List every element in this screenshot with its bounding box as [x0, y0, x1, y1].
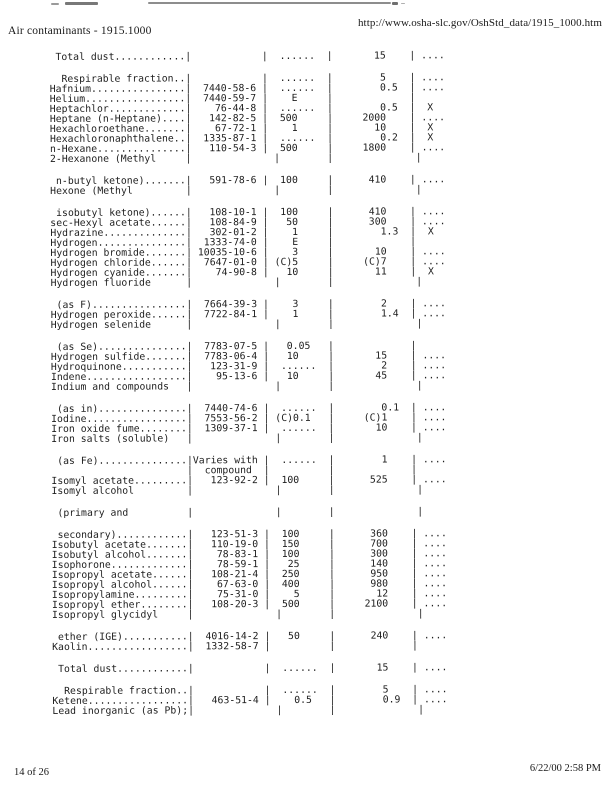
table-row: Isobutyl acetate.......| 110-19-0 | 150 | 700 | ....: [51, 538, 453, 551]
table-section: [52, 663, 453, 675]
table-row: Iron salts (soluble) | | | |: [51, 432, 453, 445]
table-row: n-Hexane...............| 110-54-3 | 500 | 1800 | ....: [49, 142, 452, 156]
table-row: Total dust............| | ...... | 15 | ....: [52, 662, 454, 675]
table-section: [52, 529, 453, 621]
table-section: [52, 685, 453, 717]
table-row: isobutyl ketone)......| 108-10-1 | 100 | 410 | ....: [50, 206, 452, 220]
table-row: Hexone (Methyl | | | |: [50, 184, 452, 198]
contaminants-table: [50, 51, 454, 717]
table-row: Isopropyl acetate......| 108-21-4 | 250 | 950 | ....: [51, 568, 453, 581]
table-row: Isomyl alcohol | | | |: [51, 484, 453, 497]
table-row: Isophorone.............| 78-59-1 | 25 | 140 | ....: [51, 558, 453, 571]
table-row: Heptachlor.............| 76-44-8 | ...... | 0.5 | X: [49, 102, 451, 116]
table-row: Isopropyl glycidyl | | | |: [51, 608, 454, 621]
table-row: secondary)............| 123-51-3 | 100 | 360 | ....: [51, 528, 453, 541]
table-row: 2-Hexanone (Methyl | | | |: [49, 152, 452, 166]
footer-timestamp: 6/22/00 2:58 PM: [529, 763, 601, 774]
table-row: Hexachloronaphthalene..| 1335-87-1 | ...... | 0.2 | X: [49, 132, 452, 146]
table-section: [52, 507, 453, 519]
table-row: n-butyl ketone).......| 591-78-6 | 100 | 410 | ....: [50, 174, 452, 188]
table-section: [50, 73, 451, 165]
table-section: [51, 341, 452, 393]
header-title: Air contaminants - 1915.1000: [8, 25, 152, 37]
table-section: [51, 455, 452, 497]
table-row: Indium and compounds | | | |: [50, 380, 453, 393]
table-row: Total dust............| | ...... | 15 | ....: [49, 50, 451, 64]
table-row: Hydrogen bromide.......| 10035-10-6 | 3 | 10 | ....: [50, 246, 452, 260]
scan-artifact: [401, 3, 405, 4]
table-row: Isobutyl alcohol.......| 78-83-1 | 100 | 300 | ....: [51, 548, 453, 561]
table-row: Heptane (n-Heptane)....| 142-82-5 | 500 | 2000 | ....: [49, 112, 451, 126]
scan-artifact: [148, 2, 391, 4]
table-section: [52, 631, 453, 653]
table-row: Helium.................| 7440-59-7 | E | |: [49, 92, 451, 106]
table-row: (as Se)...............| 7783-07-5 | 0.05 | |: [50, 340, 452, 354]
table-row: (as Fe)...............|Varies with | ...... | 1 | ....: [51, 454, 453, 467]
table-row: Iodine.................| 7553-56-2 | (C)0.1 | (C)1 | ....: [51, 412, 453, 425]
table-row: Ketene.................| 463-51-4 | 0.5 | 0.9 | ....: [52, 694, 454, 707]
table-row: Hydrazine..............| 302-01-2 | 1 | 1.3 | X: [50, 226, 452, 240]
footer-page-number: 14 of 26: [14, 767, 49, 778]
table-row: Kaolin.................| 1332-58-7 | | |: [52, 640, 454, 653]
table-section: [51, 403, 452, 445]
table-row: Hydrogen chloride......| 7647-01-0 | (C)5 | (C)7 | ....: [50, 256, 452, 270]
table-row: Iron oxide fume........| 1309-37-1 | ...... | 10 | ....: [51, 422, 453, 435]
table-row: Hafnium................| 7440-58-6 | ...... | 0.5 | ....: [49, 82, 451, 96]
table-row: Hydrogen cyanide.......| 74-90-8 | 10 | 11 | X: [50, 266, 452, 280]
table-row: Hydrogen selenide | | | |: [50, 318, 452, 332]
table-row: Hydrogen peroxide......| 7722-84-1 | 1 | 1.4 | ....: [50, 308, 452, 322]
table-row: Hydrogen...............| 1333-74-0 | E | |: [50, 236, 452, 250]
table-section: [51, 299, 452, 331]
table-row: | compound | | |: [51, 464, 453, 477]
table-row: Hydrogen sulfide.......| 7783-06-4 | 10 | 15 | ....: [50, 350, 452, 364]
table-row: Hydrogen fluoride | | | |: [50, 276, 452, 290]
scan-artifact: [65, 2, 98, 5]
table-row: Indene.................| 95-13-6 | 10 | 45 | ....: [50, 370, 453, 384]
table-row: (as in)...............| 7440-74-6 | ...... | 0.1 | ....: [51, 402, 453, 415]
table-row: Isopropyl ether........| 108-20-3 | 500 | 2100 | ....: [51, 598, 454, 611]
table-row: (as F)................| 7664-39-3 | 3 | 2 | ....: [50, 298, 452, 312]
table-section: [50, 175, 451, 197]
scan-artifact: [51, 3, 59, 5]
table-row: Respirable fraction..| | ...... | 5 | ....: [52, 684, 454, 697]
scan-artifact: [392, 2, 398, 5]
table-row: Lead inorganic (as Pb);| | | |: [52, 704, 454, 717]
table-row: Respirable fraction..| | ...... | 5 | ....: [49, 72, 451, 86]
table-row: Isomyl acetate.........| 123-92-2 | 100 | 525 | ....: [51, 474, 453, 487]
table-row: Isopropylamine.........| 75-31-0 | 5 | 12 | ....: [51, 588, 454, 601]
table-section: [50, 51, 451, 63]
header-url: http://www.osha-slc.gov/OshStd_data/1915_1000.htm: [357, 17, 602, 29]
table-row: Hydroquinone...........| 123-31-9 | ...... | 2 | ....: [50, 360, 453, 374]
table-row: Hexachloroethane.......| 67-72-1 | 1 | 10 | X: [49, 122, 451, 136]
table-row: ether (IGE)...........| 4016-14-2 | 50 | 240 | ....: [52, 630, 454, 643]
table-row: sec-Hexyl acetate......| 108-84-9 | 50 | 300 | ....: [50, 216, 452, 230]
table-row: (primary and | | | |: [51, 506, 453, 519]
table-row: Isopropyl alcohol......| 67-63-0 | 400 | 980 | ....: [51, 578, 453, 591]
table-section: [50, 207, 451, 289]
